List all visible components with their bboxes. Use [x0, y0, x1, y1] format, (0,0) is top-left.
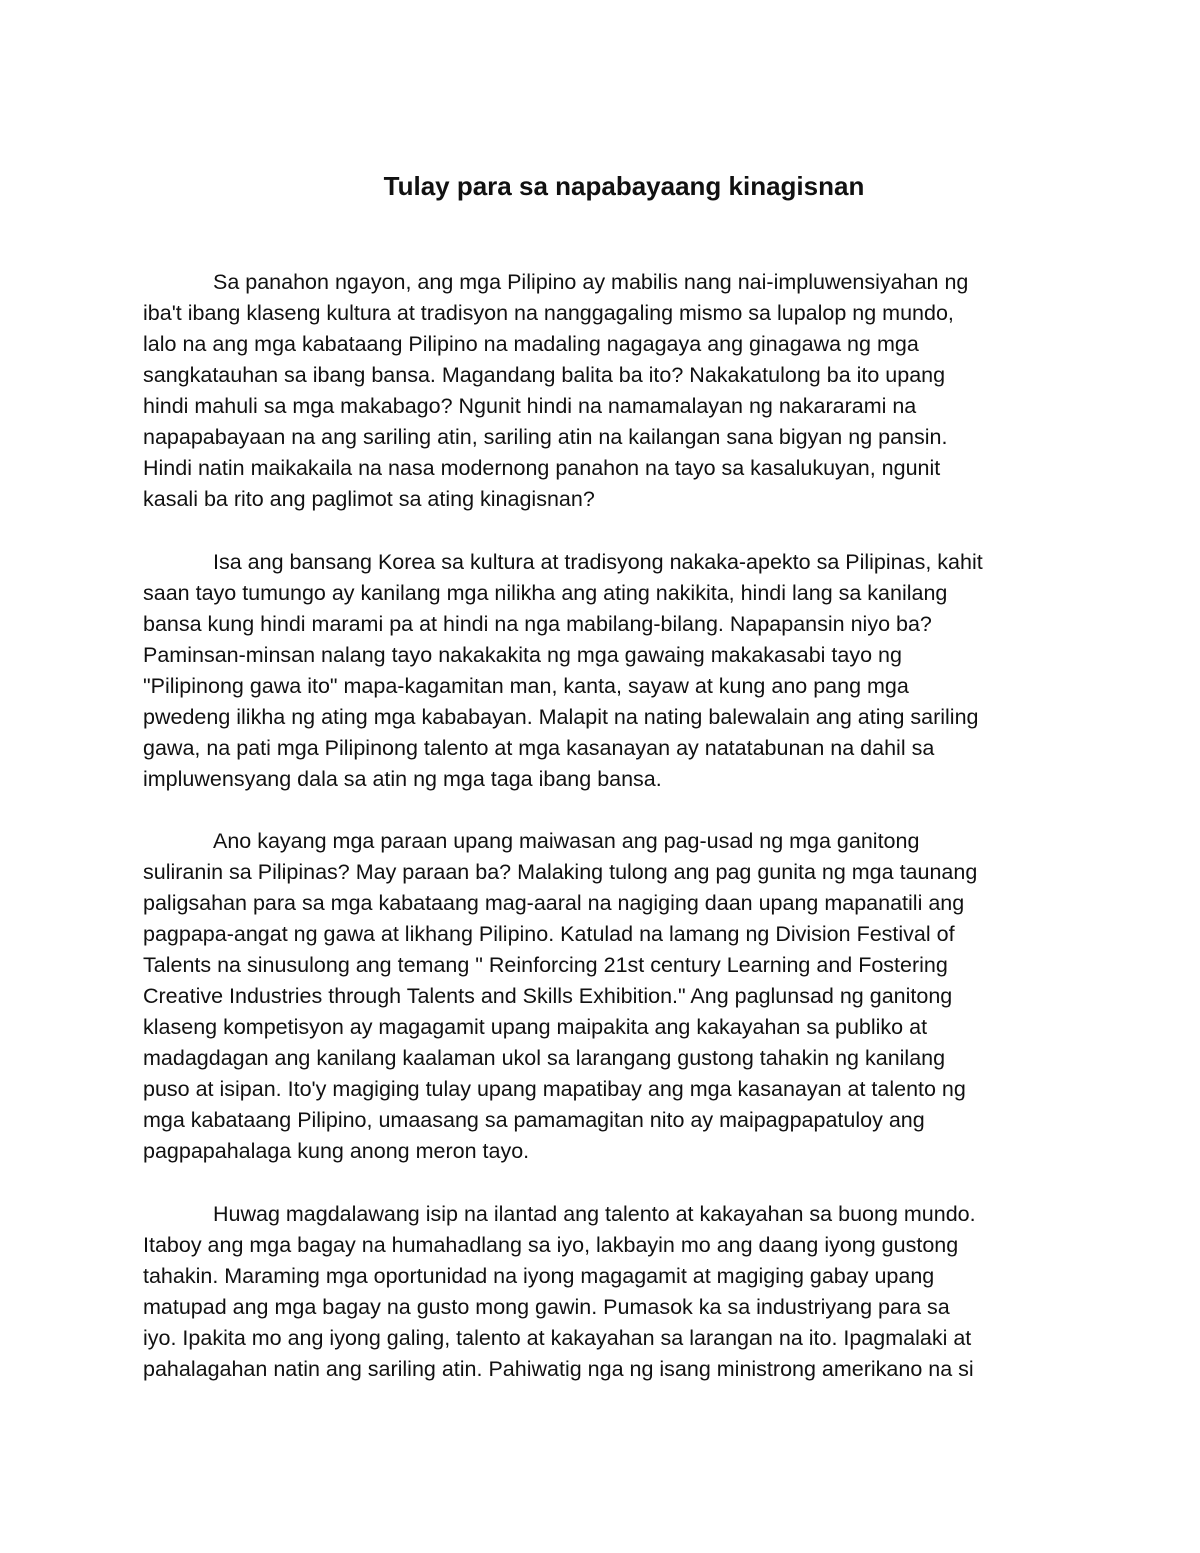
paragraph-line: pwedeng ilikha ng ating mga kababayan. Malapit na nating balewalain ang ating sariling: [143, 705, 979, 729]
paragraph-line: napapabayaan na ang sariling atin, sariling atin na kailangan sana bigyan ng pansin.: [143, 425, 948, 449]
paragraph-line: kasali ba rito ang paglimot sa ating kinagisnan?: [143, 487, 595, 511]
paragraph-4: [143, 1199, 1063, 1385]
paragraph-line: saan tayo tumungo ay kanilang mga nilikha ang ating nakikita, hindi lang sa kanilang: [143, 581, 948, 605]
paragraph-line: matupad ang mga bagay na gusto mong gawin. Pumasok ka sa industriyang para sa: [143, 1295, 950, 1319]
paragraph-line: Creative Industries through Talents and Skills Exhibition." Ang paglunsad ng ganitong: [143, 984, 953, 1008]
paragraph-line: Talents na sinusulong ang temang " Reinforcing 21st century Learning and Fostering: [143, 953, 948, 977]
paragraph-line: klaseng kompetisyon ay magagamit upang maipakita ang kakayahan sa publiko at: [143, 1015, 928, 1039]
paragraph-line: mga kabataang Pilipino, umaasang sa pamamagitan nito ay maipagpapatuloy ang: [143, 1108, 925, 1132]
document-title: Tulay para sa napabayaang kinagisnan: [383, 171, 865, 201]
paragraph-line: Sa panahon ngayon, ang mga Pilipino ay mabilis nang nai-impluwensiyahan ng: [213, 270, 969, 294]
paragraph-line: tahakin. Maraming mga oportunidad na iyong magagamit at magiging gabay upang: [143, 1264, 935, 1288]
paragraph-line: "Pilipinong gawa ito" mapa-kagamitan man, kanta, sayaw at kung ano pang mga: [143, 674, 909, 698]
paragraph-line: Hindi natin maikakaila na nasa modernong panahon na tayo sa kasalukuyan, ngunit: [143, 456, 941, 480]
paragraph-line: lalo na ang mga kabataang Pilipino na madaling nagagaya ang ginagawa ng mga: [143, 332, 919, 356]
paragraph-line: pagpapahalaga kung anong meron tayo.: [143, 1139, 530, 1163]
paragraph-line: hindi mahuli sa mga makabago? Ngunit hindi na namamalayan ng nakararami na: [143, 394, 917, 418]
paragraph-line: Ano kayang mga paraan upang maiwasan ang pag-usad ng mga ganitong: [213, 829, 920, 853]
paragraph-line: suliranin sa Pilipinas? May paraan ba? Malaking tulong ang pag gunita ng mga taunang: [143, 860, 978, 884]
paragraph-line: sangkatauhan sa ibang bansa. Magandang balita ba ito? Nakakatulong ba ito upang: [143, 363, 946, 387]
paragraph-line: iba't ibang klaseng kultura at tradisyon na nanggagaling mismo sa lupalop ng mundo,: [143, 301, 954, 325]
paragraph-2: [143, 547, 1063, 795]
paragraph-line: puso at isipan. Ito'y magiging tulay upang mapatibay ang mga kasanayan at talento ng: [143, 1077, 966, 1101]
paragraph-line: Paminsan-minsan nalang tayo nakakakita ng mga gawaing makakasabi tayo ng: [143, 643, 902, 667]
paragraph-line: paligsahan para sa mga kabataang mag-aaral na nagiging daan upang mapanatili ang: [143, 891, 965, 915]
paragraph-line: Huwag magdalawang isip na ilantad ang talento at kakayahan sa buong mundo.: [213, 1202, 976, 1226]
paragraph-line: iyo. Ipakita mo ang iyong galing, talento at kakayahan sa larangan na ito. Ipagmalaki at: [143, 1326, 972, 1350]
paragraph-line: bansa kung hindi marami pa at hindi na nga mabilang-bilang. Napapansin niyo ba?: [143, 612, 932, 636]
paragraph-line: pahalagahan natin ang sariling atin. Pahiwatig nga ng isang ministrong amerikano na si: [143, 1357, 974, 1381]
paragraph-line: Itaboy ang mga bagay na humahadlang sa iyo, lakbayin mo ang daang iyong gustong: [143, 1233, 959, 1257]
paragraph-line: madagdagan ang kanilang kaalaman ukol sa larangang gustong tahakin ng kanilang: [143, 1046, 946, 1070]
paragraph-line: Isa ang bansang Korea sa kultura at tradisyong nakaka-apekto sa Pilipinas, kahit: [213, 550, 983, 574]
paragraph-line: pagpapa-angat ng gawa at likhang Pilipino. Katulad na lamang ng Division Festival of: [143, 922, 955, 946]
paragraph-line: gawa, na pati mga Pilipinong talento at mga kasanayan ay natatabunan na dahil sa: [143, 736, 935, 760]
paragraph-1: [143, 267, 1063, 515]
paragraph-3: [143, 826, 1063, 1167]
paragraph-line: impluwensyang dala sa atin ng mga taga ibang bansa.: [143, 767, 662, 791]
